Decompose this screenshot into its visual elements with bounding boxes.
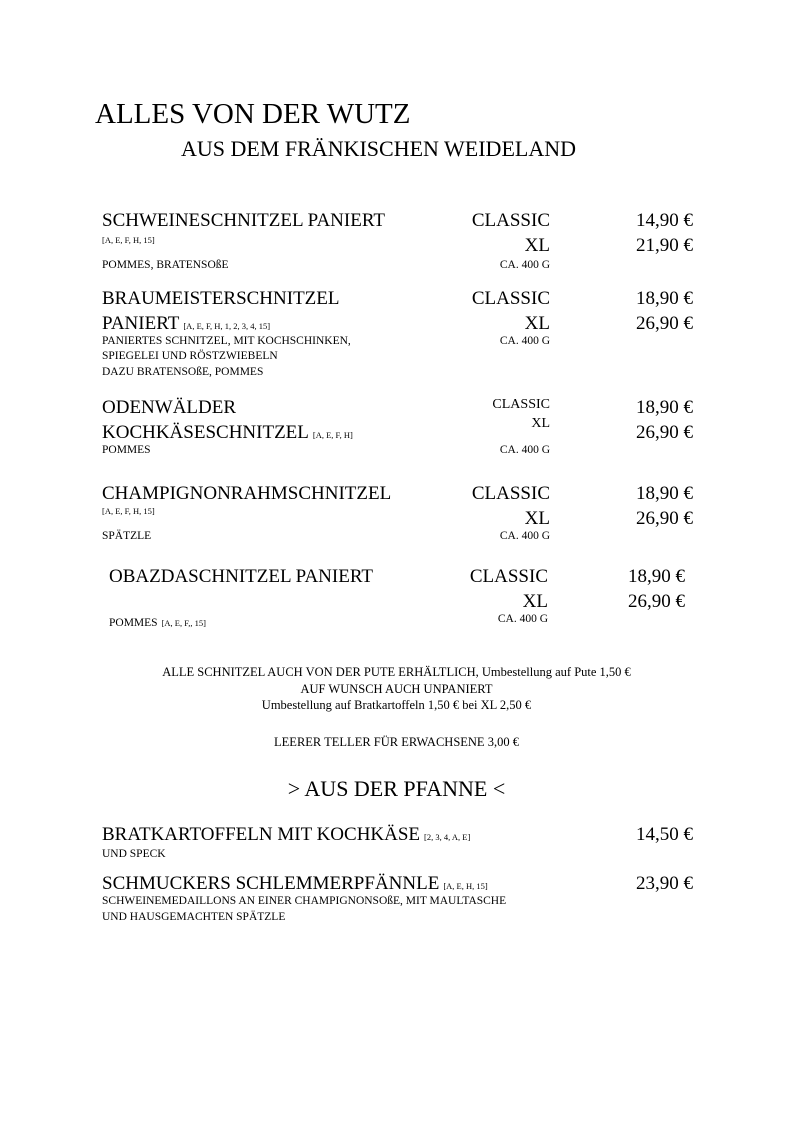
size-weight: CA. 400 G [497,613,548,625]
price-classic: 18,90 € [636,483,693,504]
item-allergens: [A, E, H, 15] [443,881,488,891]
item-allergens: [A, E, F,, 15] [161,618,206,628]
size-classic: CLASSIC [469,566,548,587]
size-xl: XL [524,313,550,334]
size-classic: CLASSIC [471,210,550,231]
page-subtitle: AUS DEM FRÄNKISCHEN WEIDELAND [181,136,576,161]
section-title-pfanne: > AUS DER PFANNE < [287,776,506,801]
item-name-line2-wrap [102,423,353,442]
price: 14,50 € [636,824,693,845]
item-name: SCHWEINESCHNITZEL PANIERT [102,210,385,231]
item-name-line2: KOCHKÄSESCHNITZEL [102,422,309,443]
size-weight: CA. 400 G [499,259,550,271]
size-xl: XL [524,235,550,256]
price-xl: 26,90 € [628,591,685,612]
size-xl: XL [522,591,548,612]
price-xl: 26,90 € [636,422,693,443]
size-weight: CA. 400 G [499,444,550,456]
item-description-line1: PANIERTES SCHNITZEL, MIT KOCHSCHINKEN, [102,335,351,347]
item-description-wrap [109,614,206,630]
item-description: POMMES [102,444,151,456]
item-name-line2-wrap [102,314,270,333]
size-classic: CLASSIC [471,288,550,309]
item-description-line2: UND HAUSGEMACHTEN SPÄTZLE [102,911,286,923]
note-leerer-teller: LEERER TELLER FÜR ERWACHSENE 3,00 € [274,735,519,749]
item-description: UND SPECK [102,848,166,860]
item-name: SCHMUCKERS SCHLEMMERPFÄNNLE [102,873,440,894]
price-classic: 18,90 € [636,288,693,309]
item-description-line1: SCHWEINEMEDAILLONS AN EINER CHAMPIGNONSOßE, MIT MAULTASCHE [102,895,507,907]
item-allergens: [A, E, F, H] [312,430,353,440]
item-name: BRATKARTOFFELN MIT KOCHKÄSE [102,824,421,845]
note-unpaniert: AUF WUNSCH AUCH UNPANIERT [300,682,493,696]
item-name-wrap [102,874,488,893]
item-description: POMMES, BRATENSOßE [102,259,229,271]
item-name: OBAZDASCHNITZEL PANIERT [109,566,373,587]
item-name-line1: BRAUMEISTERSCHNITZEL [102,288,340,309]
price-classic: 18,90 € [628,566,685,587]
price-classic: 18,90 € [636,397,693,418]
size-weight: CA. 400 G [499,530,550,542]
item-name-wrap [102,825,470,844]
price: 23,90 € [636,873,693,894]
item-description-line3: DAZU BRATENSOßE, POMMES [102,366,264,378]
price-xl: 26,90 € [636,313,693,334]
item-allergens: [A, E, F, H, 1, 2, 3, 4, 15] [183,321,271,331]
item-name: CHAMPIGNONRAHMSCHNITZEL [102,483,392,504]
size-weight: CA. 400 G [499,335,550,347]
price-xl: 26,90 € [636,508,693,529]
size-xl: XL [524,508,550,529]
size-xl: XL [531,416,550,431]
note-bratkartoffeln: Umbestellung auf Bratkartoffeln 1,50 € bei XL 2,50 € [261,698,532,712]
size-classic: CLASSIC [471,483,550,504]
item-description-line2: SPIEGELEI UND RÖSTZWIEBELN [102,350,278,362]
page-title: ALLES VON DER WUTZ [95,98,411,130]
item-allergens: [A, E, F, H, 15] [102,506,155,516]
price-xl: 21,90 € [636,235,693,256]
item-allergens: [A, E, F, H, 15] [102,235,155,245]
note-pute: ALLE SCHNITZEL AUCH VON DER PUTE ERHÄLTLICH, Umbestellung auf Pute 1,50 € [162,665,631,679]
price-classic: 14,90 € [636,210,693,231]
item-name-line1: ODENWÄLDER [102,397,237,418]
item-allergens: [2, 3, 4, A, E] [424,832,471,842]
size-classic: CLASSIC [492,397,550,412]
item-description: POMMES [109,617,158,629]
item-name-line2: PANIERT [102,313,180,334]
item-description: SPÄTZLE [102,530,152,542]
